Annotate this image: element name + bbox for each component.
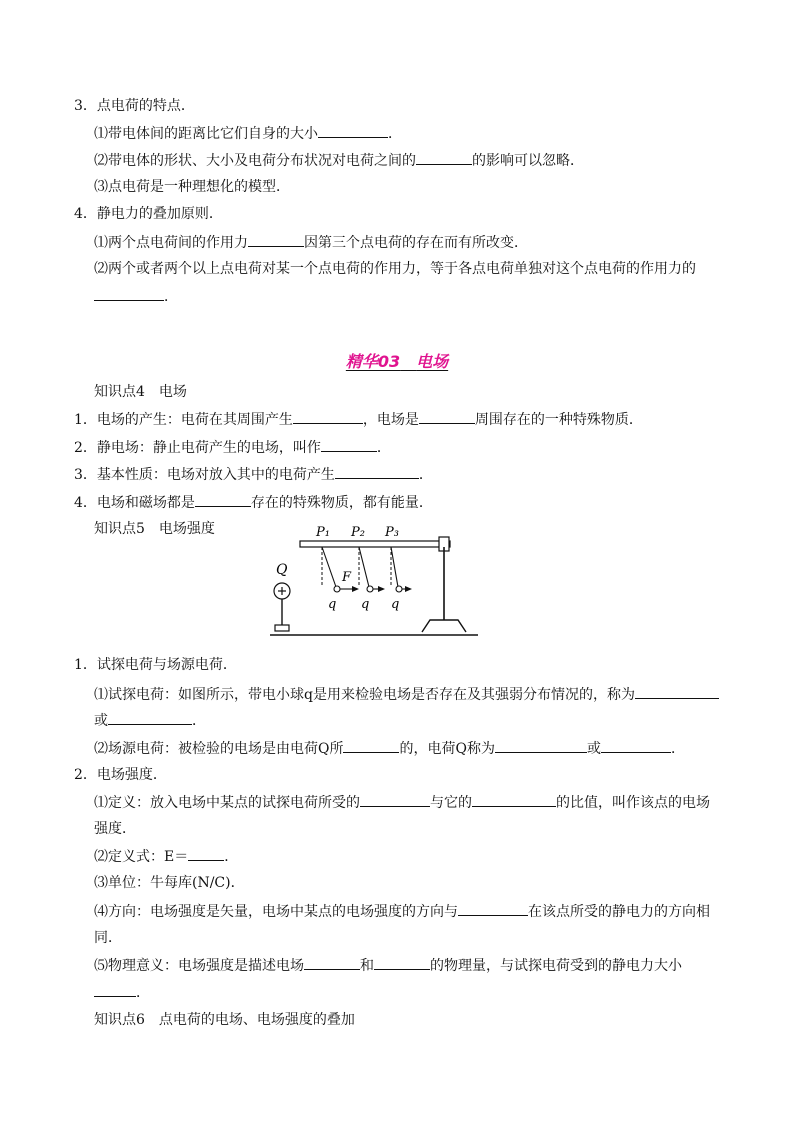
text: ⑴试探电荷：如图所示，带电小球q是用来检验电场是否存在及其强弱分布情况的，称为	[94, 687, 635, 703]
text: ⑴定义：放入电场中某点的试探电荷所受的	[94, 795, 360, 811]
item4-line2b	[94, 286, 178, 307]
item4-line1	[94, 232, 528, 253]
kp6-label: 知识点6 点电荷的电场、电场强度的叠加	[94, 1012, 355, 1028]
item3-line2	[94, 150, 584, 171]
kp5-def4b: 同．	[94, 930, 122, 946]
text: ，电场是	[362, 412, 419, 428]
text: ⑵带电体的形状、大小及电荷分布状况对电荷之间的	[94, 153, 416, 169]
kp4-item4	[74, 492, 433, 513]
kp5-def1	[94, 792, 710, 813]
answer-blank[interactable]	[108, 710, 192, 725]
thread-p3	[391, 547, 398, 587]
text: 存在的特殊物质，都有能量．	[250, 495, 433, 511]
item4-heading: 4．静电力的叠加原则．	[74, 206, 223, 222]
answer-blank[interactable]	[472, 792, 556, 807]
chapter-title	[0, 349, 794, 372]
item4-line2: ⑵两个或者两个以上点电荷对某一个点电荷的作用力，等于各点电荷单独对这个点电荷的作用力的	[94, 261, 696, 277]
text: 与它的	[430, 795, 472, 811]
text: ．	[192, 713, 206, 729]
electric-field-figure	[266, 520, 482, 642]
answer-blank[interactable]	[416, 150, 472, 165]
answer-blank[interactable]	[635, 684, 719, 699]
text: 4．电场和磁场都是	[74, 495, 195, 511]
label-P1: P₁	[316, 525, 330, 540]
kp5-item1-line1b	[94, 710, 206, 731]
answer-blank[interactable]	[458, 901, 528, 916]
text: ．	[388, 126, 402, 142]
answer-blank[interactable]	[419, 409, 475, 424]
label-q-3: q	[391, 597, 400, 612]
kp4-label: 知识点4 电场	[94, 384, 187, 400]
kp5-def5	[94, 955, 682, 976]
kp5-def2	[94, 846, 238, 867]
stand-foot	[275, 625, 289, 631]
text: ⑵定义式：E＝	[94, 849, 189, 865]
answer-blank[interactable]	[335, 464, 419, 479]
text: ⑷方向：电场强度是矢量，电场中某点的电场强度的方向与	[94, 904, 458, 920]
text: 或	[94, 713, 108, 729]
text: 1．电场的产生：电荷在其周围产生	[74, 412, 293, 428]
item3-line1	[94, 123, 402, 144]
text: 或	[586, 741, 601, 757]
answer-blank[interactable]	[601, 738, 671, 753]
label-q-2: q	[361, 597, 370, 612]
kp4-item2	[74, 437, 391, 458]
answer-blank[interactable]	[304, 955, 360, 970]
text: 的物理量，与试探电荷受到的静电力大小	[430, 958, 682, 974]
stand-base	[422, 620, 466, 632]
text: ．	[224, 849, 239, 865]
answer-blank[interactable]	[343, 738, 399, 753]
answer-blank[interactable]	[360, 792, 430, 807]
text: ⑸物理意义：电场强度是描述电场	[94, 958, 304, 974]
chapter-name: 电场	[416, 352, 449, 371]
text: 和	[360, 958, 374, 974]
answer-blank[interactable]	[293, 409, 363, 424]
kp5-def3: ⑶单位：牛每库(N/C)．	[94, 875, 245, 891]
answer-blank[interactable]	[188, 846, 224, 861]
answer-blank[interactable]	[94, 286, 164, 301]
kp5-def4	[94, 901, 710, 922]
kp5-item1-line1	[94, 684, 719, 705]
text: 因第三个点电荷的存在而有所改变．	[304, 235, 528, 251]
text: ⑴带电体间的距离比它们自身的大小	[94, 126, 318, 142]
text: 的影响可以忽略．	[472, 153, 584, 169]
text: ．	[136, 985, 150, 1001]
label-Q: Q	[276, 562, 288, 578]
label-P3: P₃	[385, 525, 399, 540]
answer-blank[interactable]	[94, 982, 136, 997]
text: ⑵场源电荷：被检验的电场是由电荷Q所	[94, 741, 344, 757]
text: ．	[670, 741, 685, 757]
label-q-1: q	[328, 597, 337, 612]
thread-p1	[322, 547, 336, 587]
support-beam	[300, 541, 450, 547]
label-F: F	[342, 570, 352, 585]
text: 3．基本性质：电场对放入其中的电荷产生	[74, 467, 335, 483]
kp5-def5b	[94, 982, 150, 1003]
kp5-def1b: 强度．	[94, 821, 136, 837]
item3-line3: ⑶点电荷是一种理想化的模型．	[94, 179, 290, 195]
answer-blank[interactable]	[318, 123, 388, 138]
answer-blank[interactable]	[195, 492, 251, 507]
kp4-item3	[74, 464, 433, 485]
item3-heading: 3．点电荷的特点．	[74, 98, 195, 114]
kp5-item1-heading: 1．试探电荷与场源电荷．	[74, 657, 237, 673]
answer-blank[interactable]	[248, 232, 304, 247]
text: 2．静电场：静止电荷产生的电场，叫作	[74, 440, 321, 456]
arrowhead-2	[378, 586, 385, 592]
label-P2: P₂	[351, 525, 365, 540]
chapter-number: 精华03	[345, 352, 401, 371]
arrowhead-3	[405, 586, 412, 592]
thread-p2	[359, 547, 369, 587]
text: 的比值，叫作该点的电场	[556, 795, 710, 811]
test-charge-ball-2	[367, 586, 373, 592]
text: 周围存在的一种特殊物质．	[474, 412, 643, 428]
kp5-label: 知识点5 电场强度	[94, 521, 215, 537]
answer-blank[interactable]	[495, 738, 587, 753]
answer-blank[interactable]	[374, 955, 430, 970]
test-charge-ball-1	[334, 586, 340, 592]
text: ．	[164, 289, 178, 305]
text: ．	[418, 467, 433, 483]
kp5-item1-line2	[94, 738, 685, 759]
arrowhead-1	[352, 586, 359, 592]
text: 在该点所受的静电力的方向相	[528, 904, 710, 920]
kp5-item2-heading: 2．电场强度．	[74, 767, 167, 783]
kp4-item1	[74, 409, 643, 430]
test-charge-ball-3	[396, 586, 402, 592]
text: 的，电荷Q称为	[399, 741, 495, 757]
text: ．	[376, 440, 391, 456]
text: ⑴两个点电荷间的作用力	[94, 235, 248, 251]
answer-blank[interactable]	[321, 437, 377, 452]
